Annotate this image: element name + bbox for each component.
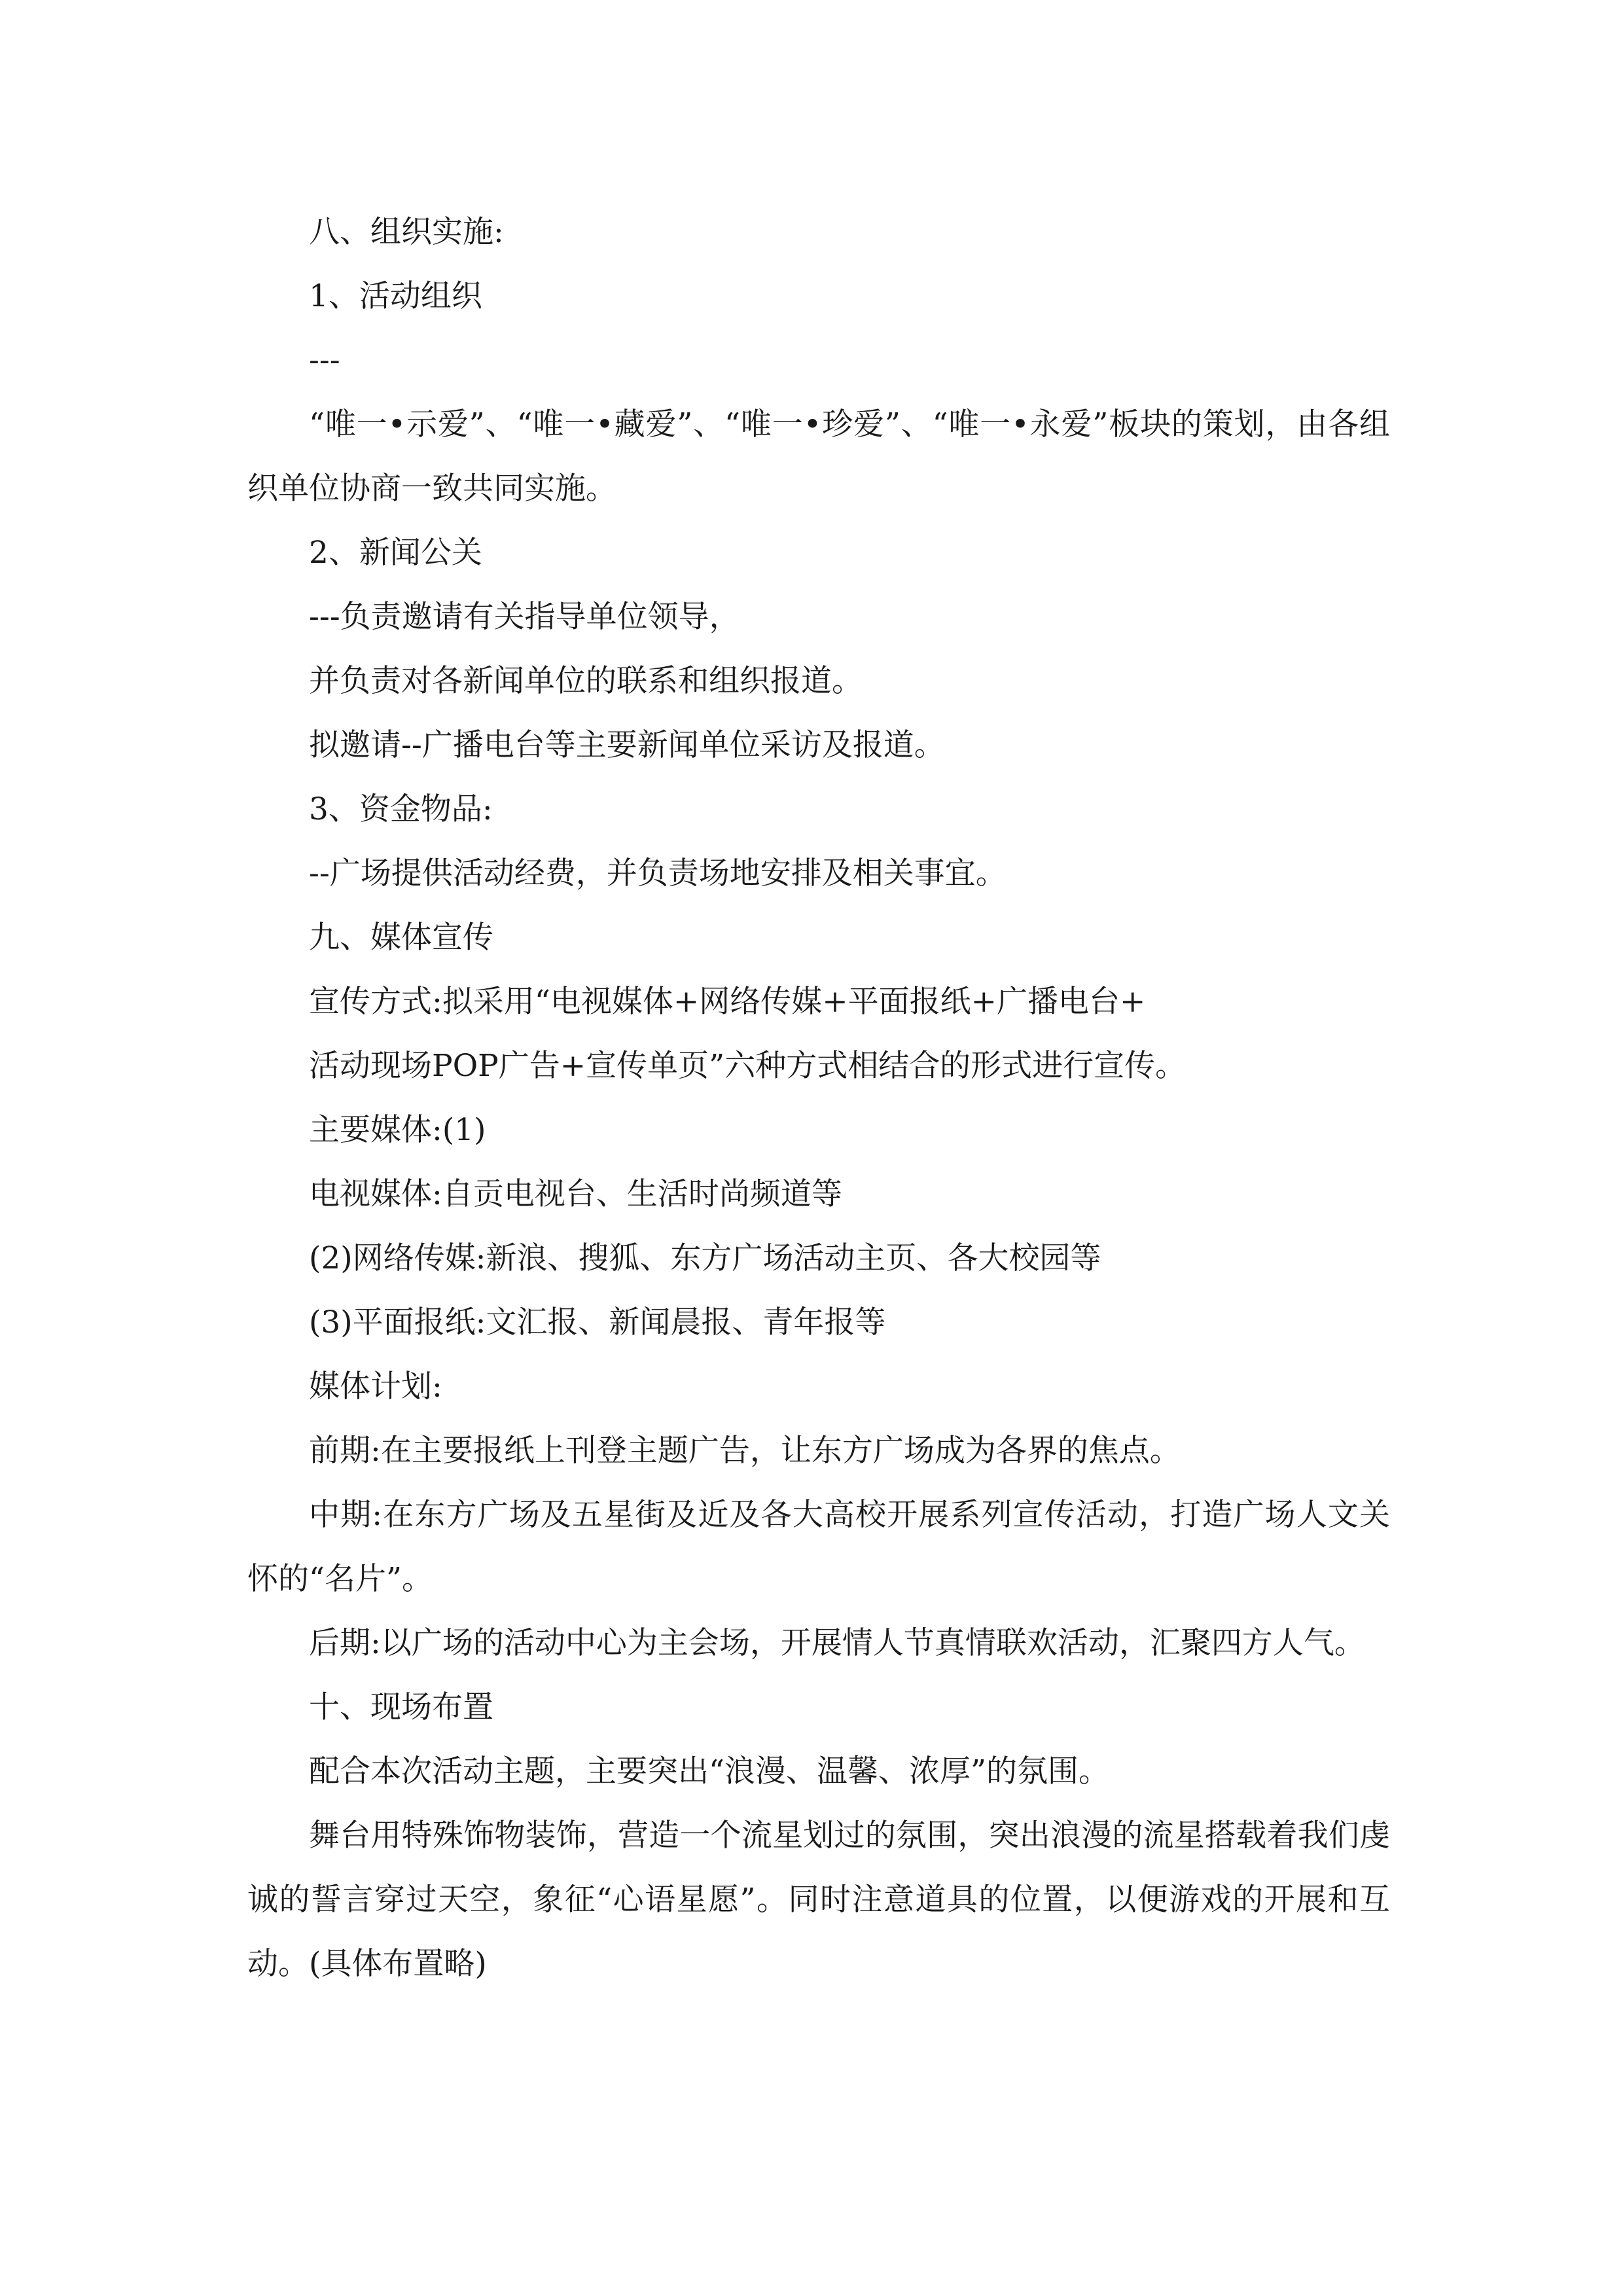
paragraph-funds: --广场提供活动经费，并负责场地安排及相关事宜。 <box>309 855 1007 891</box>
paragraph-promo-method: 宣传方式:拟采用“电视媒体+网络传媒+平面报纸+广播电台+ <box>309 984 1146 1020</box>
paragraph-main-media: 主要媒体:(1) <box>309 1112 486 1148</box>
paragraph-media-plan: 媒体计划: <box>309 1369 442 1405</box>
section-heading-media: 九、媒体宣传 <box>309 920 493 956</box>
paragraph-tv-media: 电视媒体:自贡电视台、生活时尚频道等 <box>309 1176 842 1212</box>
paragraph-late-stage: 后期:以广场的活动中心为主会场，开展情人节真情联欢活动，汇聚四方人气。 <box>309 1625 1365 1661</box>
subheading-activity-organization: 1、活动组织 <box>309 278 482 314</box>
section-heading-venue: 十、现场布置 <box>309 1689 493 1725</box>
paragraph-news-contact: 并负责对各新闻单位的联系和组织报道。 <box>309 663 863 699</box>
paragraph-stage-decoration: 舞台用特殊饰物装饰，营造一个流星划过的氛围，突出浪漫的流星搭载着我们虔诚的誓言穿过天空，象征“心语星愿”。同时注意道具的位置，以便游戏的开展和互动。(具体布置略) <box>247 1818 1390 1982</box>
subheading-news-pr: 2、新闻公关 <box>309 535 482 571</box>
paragraph-invite-media: 拟邀请--广播电台等主要新闻单位采访及报道。 <box>309 727 945 763</box>
paragraph-theme-atmosphere: 配合本次活动主题，主要突出“浪漫、温馨、浓厚”的氛围。 <box>309 1753 1110 1789</box>
subheading-funds: 3、资金物品: <box>309 791 493 827</box>
paragraph-planning: “唯一•示爱”、“唯一•藏爱”、“唯一•珍爱”、“唯一•永爱”板块的策划，由各组织单位协商一致共同实施。 <box>247 406 1390 507</box>
document-body <box>247 200 1390 1996</box>
paragraph-early-stage: 前期:在主要报纸上刊登主题广告，让东方广场成为各界的焦点。 <box>309 1433 1181 1469</box>
paragraph-promo-method-cont: 活动现场POP广告+宣传单页”六种方式相结合的形式进行宣传。 <box>309 1048 1186 1084</box>
paragraph-web-media: (2)网络传媒:新浪、搜狐、东方广场活动主页、各大校园等 <box>309 1240 1101 1276</box>
paragraph-print-media: (3)平面报纸:文汇报、新闻晨报、青年报等 <box>309 1304 886 1340</box>
paragraph-mid-stage: 中期:在东方广场及五星街及近及各大高校开展系列宣传活动，打造广场人文关怀的“名片”。 <box>247 1497 1390 1597</box>
section-heading-organization: 八、组织实施: <box>309 214 504 250</box>
dash-line: --- <box>309 342 340 378</box>
paragraph-invite-leaders: ---负责邀请有关指导单位领导， <box>309 599 740 635</box>
